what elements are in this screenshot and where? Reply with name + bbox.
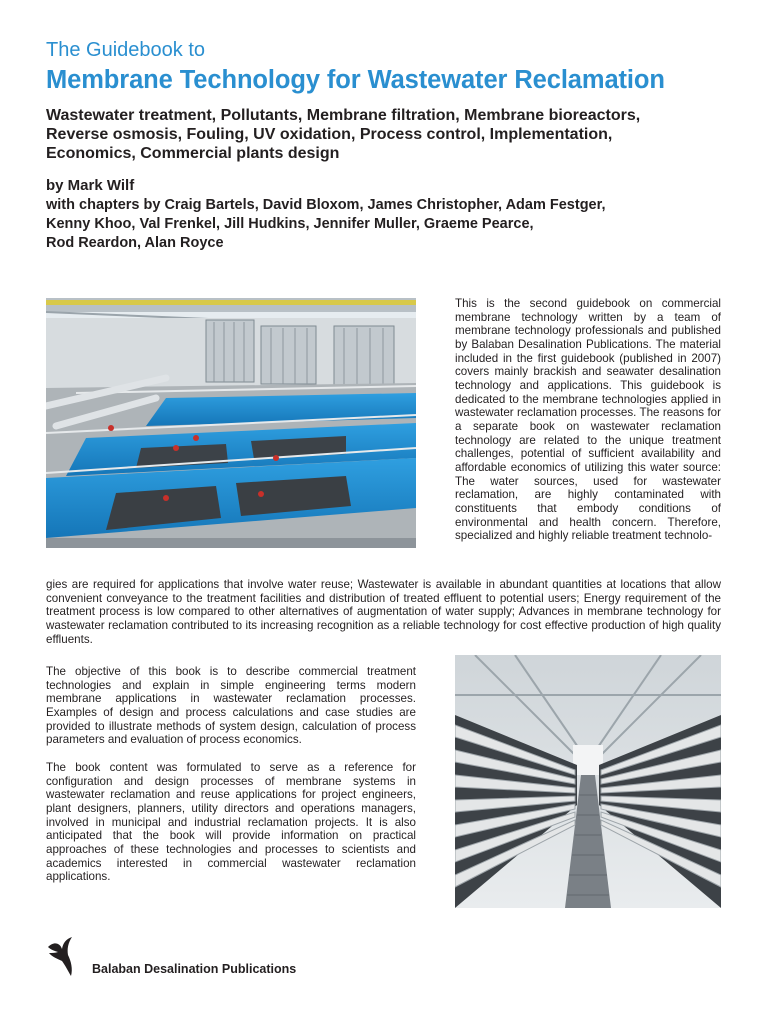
book-title: Membrane Technology for Wastewater Reclamation [46,66,665,94]
contributors-line: with chapters by Craig Bartels, David Bloxom, James Christopher, Adam Festger, [46,197,606,213]
bird-logo-icon [46,935,76,977]
intro-paragraph: This is the second guidebook on commercial membrane technology written by a team of membrane technology professionals and published by Balaban Desalination Publications. The material included in the first guidebook (published in 2007) covers mainly brackish and seawater desalination technology and applications. This guidebook is dedicated to the membrane technologies applied in wastewater reclamation processes. The reasons for a separate book on wastewater reclamation technology are related to the unique treatment challenges, potential of sufficient availability and affordable economics of utilizing this water source: The water sources, used for wastewater reclamation, are highly contaminated with constituents that embody conditions of environmental and health concern. Therefore, specialized and highly reliable treatment technolo- [455,297,721,543]
contributors-line: Rod Reardon, Alan Royce [46,235,224,251]
keywords-line: Economics, Commercial plants design [46,145,340,162]
treatment-plant-photo [46,298,416,548]
contributors-line: Kenny Khoo, Val Frenkel, Jill Hudkins, Jennifer Muller, Graeme Pearce, [46,216,534,232]
keywords-line: Wastewater treatment, Pollutants, Membrane filtration, Membrane bioreactors, [46,107,641,124]
objective-paragraph: The objective of this book is to describe commercial treatment technologies and explain in simple engineering terms modern membrane applications in wastewater reclamation processes. Examples of design and process calculations and case studies are provided to illustrate methods of system design, calculation of process parameters and evaluation of process economics. [46,665,416,747]
keywords [46,106,726,163]
contributors [46,196,726,253]
keywords-line: Reverse osmosis, Fouling, UV oxidation, Process control, Implementation, [46,126,613,143]
membrane-rack-photo [455,655,721,908]
publisher-name: Balaban Desalination Publications [92,962,297,976]
author-line: by Mark Wilf [46,177,135,194]
intro-paragraph-continued: gies are required for applications that involve water reuse; Wastewater is available in abundant quantities at locations that allow convenient conveyance to the treatment facilities and distribution of treated effluent to potential users; Energy requirement of the treatment process is low compared to other alternatives of augmentation of water supply; Advances in membrane technology for wastewater reclamation contributed to its increasing recognition as a reliable technology for cost effective production of high quality effluents. [46,578,721,646]
book-subtitle: The Guidebook to [46,39,205,61]
content-paragraph: The book content was formulated to serve as a reference for configuration and design processes of membrane systems in wastewater reclamation and reuse applications for project engineers, plant designers, planners, utility directors and operations managers, involved in municipal and industrial reclamation projects. It is also anticipated that the book will provide information on practical approaches of these technologies and processes to scientists and academics interested in commercial wastewater reclamation applications. [46,761,416,884]
